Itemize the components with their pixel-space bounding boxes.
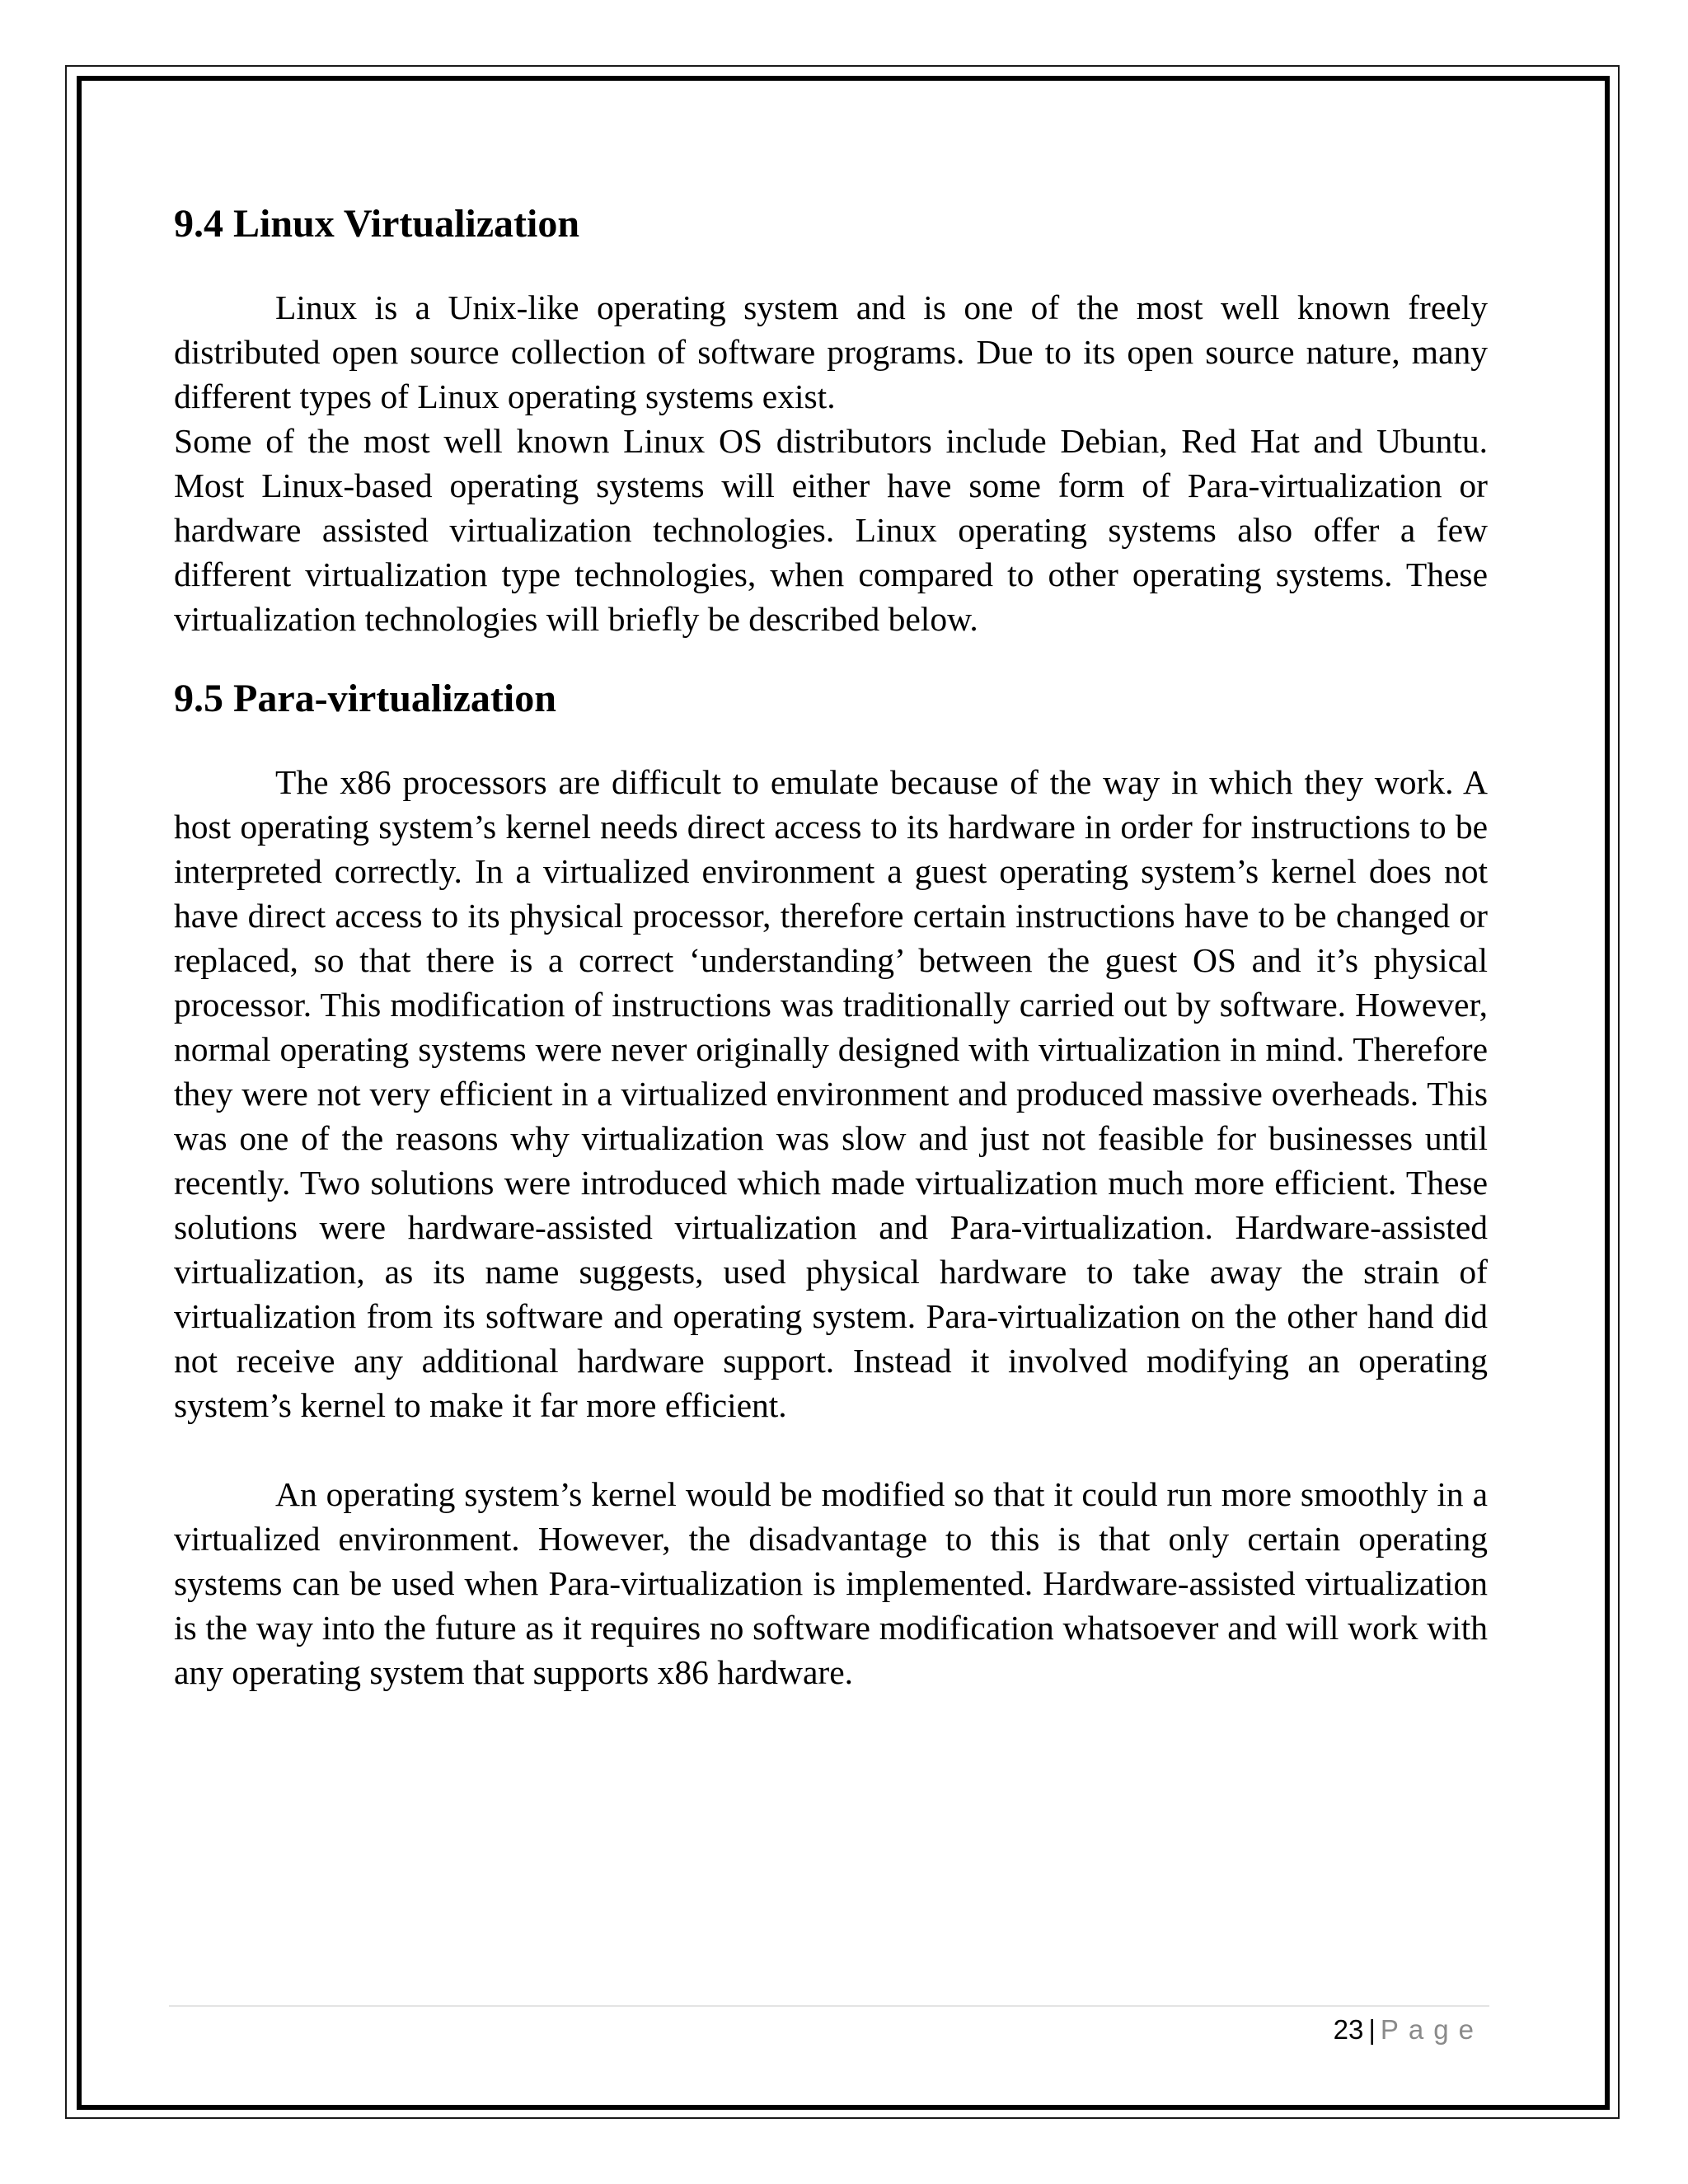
paragraph-x86-emulation: The x86 processors are difficult to emulate because of the way in which they work. A host operating system’s kernel needs direct access to its hardware in order for instructions to be interpreted correctly. In a virtualized environment a guest operating system’s kernel does not have direct access to its physical processor, therefore certain instructions have to be changed or replaced, so that there is a correct ‘understanding’ between the guest OS and it’s physical processor. This modification of instructions was traditionally carried out by software. However, normal operating systems were never originally designed with virtualization in mind. Therefore they were not very efficient in a virtualized environment and produced massive overheads. This was one of the reasons why virtualization was slow and just not feasible for businesses until recently. Two solutions were introduced which made virtualization much more efficient. These solutions were hardware-assisted virtualization and Para-virtualization. Hardware-assisted virtualization, as its name suggests, used physical hardware to take away the strain of virtualization from its software and operating system. Para-virtualization on the other hand did not receive any additional hardware support. Instead it involved modifying an operating system’s kernel to make it far more efficient. — [174, 763, 1488, 1424]
page-label: Page — [1380, 2014, 1484, 2045]
footer-divider — [169, 2005, 1489, 2007]
page-footer — [1334, 2011, 1484, 2049]
paragraph-linux-intro: Linux is a Unix-like operating system and is one of the most well known freely distributed open source collection of software programs. Due to its open source nature, many different types of Linux operating systems exist. — [174, 288, 1488, 415]
footer-separator: | — [1368, 2014, 1376, 2045]
document-body — [174, 194, 1488, 1694]
section-heading-linux-virtualization: 9.4 Linux Virtualization — [174, 202, 580, 246]
paragraph-kernel-modification: An operating system’s kernel would be modified so that it could run more smoothly in a virtualized environment. However, the disadvantage to this is that only certain operating systems can be used when Para-virtualization is implemented. Hardware-assisted virtualization is the way into the future as it requires no software modification whatsoever and will work with any operating system that supports x86 hardware. — [174, 1475, 1488, 1691]
section-heading-para-virtualization: 9.5 Para-virtualization — [174, 677, 556, 720]
paragraph-linux-distributors: Some of the most well known Linux OS distributors include Debian, Red Hat and Ubuntu. Most Linux-based operating systems will either have some form of Para-virtualization or hardware assisted virtualization technologies. Linux operating systems also offer a few different virtualization type technologies, when compared to other operating systems. These virtualization technologies will briefly be described below. — [174, 422, 1488, 638]
page-number: 23 — [1333, 2014, 1364, 2045]
